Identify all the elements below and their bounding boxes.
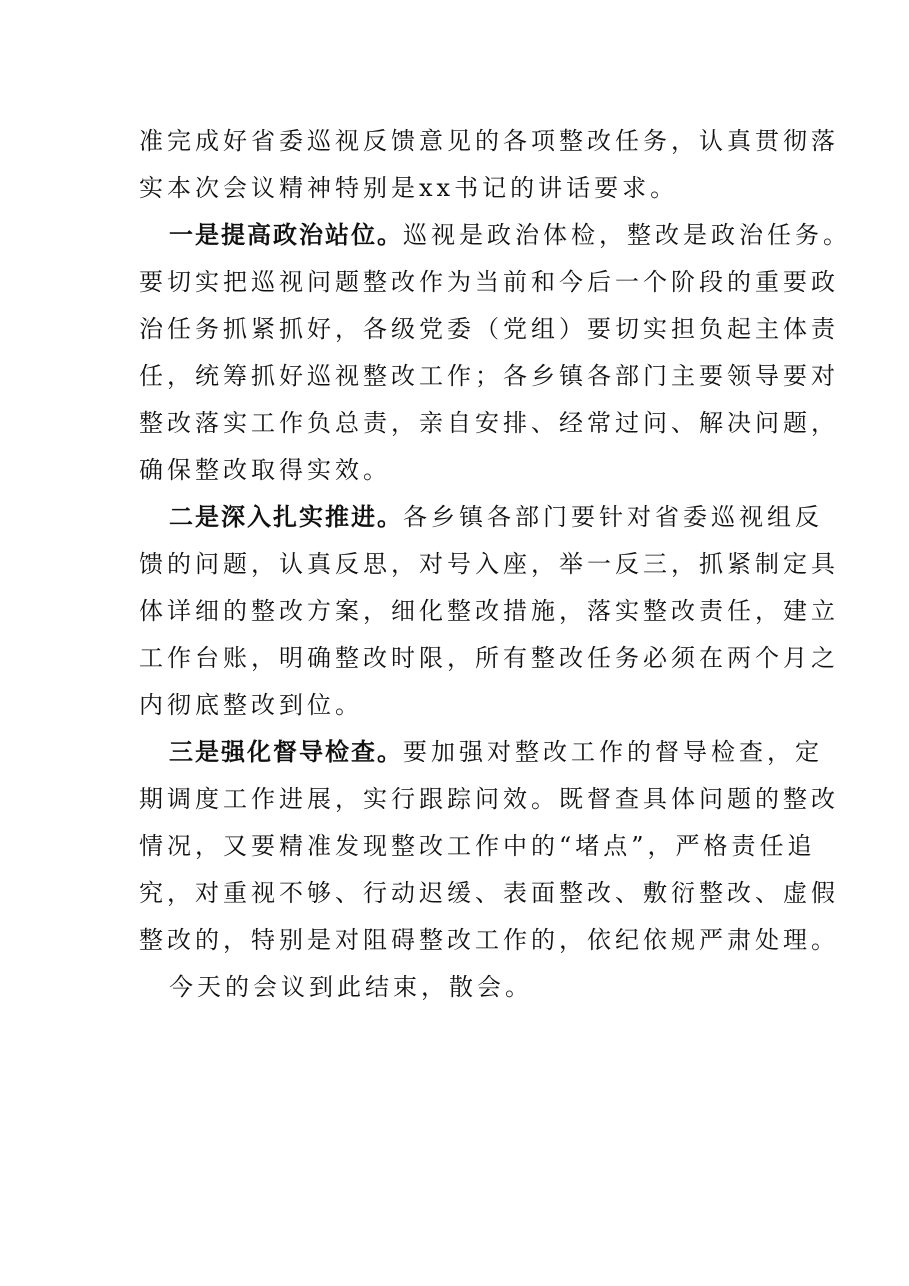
paragraph-point-one	[139, 212, 851, 494]
text-line: 要切实把巡视问题整改作为当前和今后一个阶段的重要政	[139, 268, 839, 296]
text-line: 整改落实工作负总责，亲自安排、经常过问、解决问题，	[139, 409, 839, 437]
text-run: 各乡镇各部门要针对省委巡视组反	[403, 503, 823, 531]
text-line: 治任务抓紧抓好，各级党委（党组）要切实担负起主体责	[139, 315, 839, 343]
text-line-first	[139, 494, 823, 541]
text-line: 内彻底整改到位。	[139, 691, 363, 719]
text-line: 工作台账，明确整改时限，所有整改任务必须在两个月之	[139, 644, 839, 672]
paragraph-point-two	[139, 494, 839, 729]
text-run: 巡视是政治体检，整改是政治任务。	[403, 221, 851, 249]
document-body	[139, 118, 851, 1011]
paragraph-point-three	[139, 729, 839, 964]
text-line-first	[139, 212, 851, 259]
text-line: 确保整改取得实效。	[139, 456, 391, 484]
text-line: 任，统筹抓好巡视整改工作；各乡镇各部门主要领导要对	[139, 362, 839, 390]
text-line-first	[139, 729, 823, 776]
text-run: 要加强对整改工作的督导检查，定	[403, 738, 823, 766]
paragraph-closing	[139, 964, 779, 1011]
text-line: 期调度工作进展，实行跟踪问效。既督查具体问题的整改	[139, 785, 839, 813]
paragraph-lead: 一是提高政治站位。	[169, 221, 403, 249]
text-line: 体详细的整改方案，细化整改措施，落实整改责任，建立	[139, 597, 839, 625]
paragraph-continuation	[139, 118, 839, 212]
text-line: 实本次会议精神特别是xx书记的讲话要求。	[139, 174, 679, 202]
paragraph-lead: 二是深入扎实推进。	[169, 503, 403, 531]
text-line: 情况，又要精准发现整改工作中的“堵点”，严格责任追	[139, 832, 816, 860]
text-line: 馈的问题，认真反思，对号入座，举一反三，抓紧制定具	[139, 550, 839, 578]
text-line: 整改的，特别是对阻碍整改工作的，依纪依规严肃处理。	[139, 926, 839, 954]
text-line: 究，对重视不够、行动迟缓、表面整改、敷衍整改、虚假	[139, 879, 839, 907]
paragraph-lead: 三是强化督导检查。	[169, 738, 403, 766]
text-line: 今天的会议到此结束，散会。	[169, 973, 533, 1001]
text-line: 准完成好省委巡视反馈意见的各项整改任务，认真贯彻落	[139, 127, 839, 155]
